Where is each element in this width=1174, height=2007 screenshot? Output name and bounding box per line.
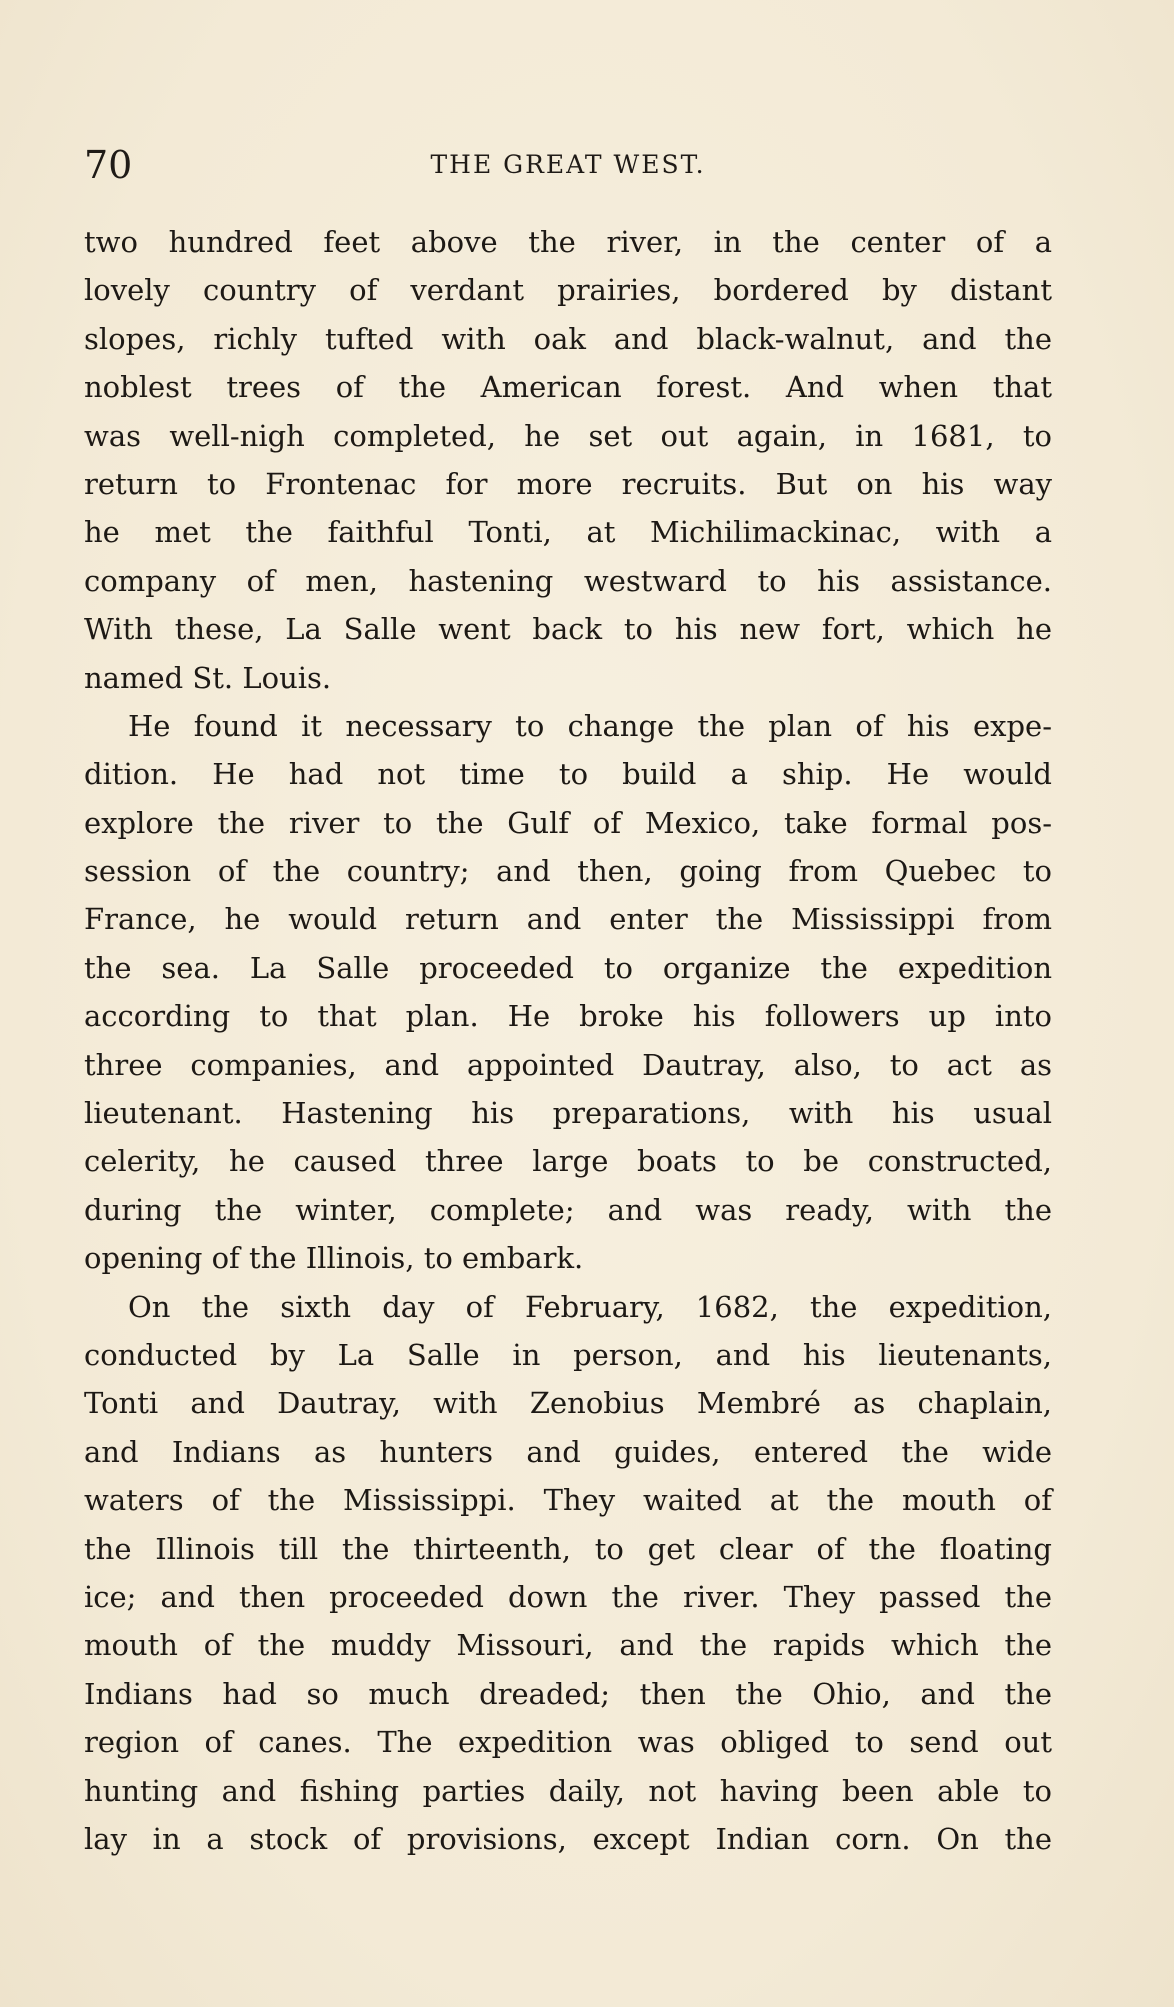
text-line: session of the country; and then, going from Quebec to bbox=[84, 854, 1052, 889]
text-line: region of canes. The expedition was obliged to send out bbox=[84, 1725, 1052, 1760]
page-number: 70 bbox=[84, 143, 133, 187]
text-line: He found it necessary to change the plan of his expe- bbox=[128, 708, 1052, 743]
page-header bbox=[84, 143, 1052, 187]
text-line: noblest trees of the American forest. And when that bbox=[84, 370, 1052, 405]
text-line: was well-nigh completed, he set out again, in 1681, to bbox=[84, 418, 1052, 453]
text-line: during the winter, complete; and was ready, with the bbox=[84, 1192, 1052, 1227]
paragraph bbox=[84, 1283, 1052, 1864]
text-line: the sea. La Salle proceeded to organize the expedition bbox=[84, 950, 1052, 985]
text-line: ice; and then proceeded down the river. They passed the bbox=[84, 1579, 1052, 1614]
text-line: Tonti and Dautray, with Zenobius Membré as chaplain, bbox=[84, 1386, 1052, 1421]
text-line: Indians had so much dreaded; then the Ohio, and the bbox=[84, 1676, 1052, 1711]
text-line: opening of the Illinois, to embark. bbox=[84, 1241, 584, 1276]
text-line: On the sixth day of February, 1682, the expedition, bbox=[128, 1289, 1052, 1324]
text-line: conducted by La Salle in person, and his lieutenants, bbox=[84, 1337, 1052, 1372]
text-line: two hundred feet above the river, in the center of a bbox=[84, 225, 1052, 259]
text-line: according to that plan. He broke his followers up into bbox=[84, 999, 1052, 1034]
text-line: France, he would return and enter the Mississippi from bbox=[84, 902, 1052, 937]
text-line: lay in a stock of provisions, except Indian corn. On the bbox=[84, 1821, 1052, 1856]
text-line: lieutenant. Hastening his preparations, with his usual bbox=[84, 1096, 1052, 1131]
text-line: slopes, richly tufted with oak and black-walnut, and the bbox=[84, 321, 1052, 356]
text-line: named St. Louis. bbox=[84, 660, 332, 695]
paragraph bbox=[84, 702, 1052, 1283]
text-line: celerity, he caused three large boats to be constructed, bbox=[84, 1144, 1052, 1179]
text-line: he met the faithful Tonti, at Michilimackinac, with a bbox=[84, 515, 1052, 550]
running-title: THE GREAT WEST. bbox=[430, 150, 706, 179]
text-line: dition. He had not time to build a ship. He would bbox=[84, 757, 1052, 792]
text-line: the Illinois till the thirteenth, to get clear of the floating bbox=[84, 1531, 1052, 1566]
text-line: three companies, and appointed Dautray, also, to act as bbox=[84, 1047, 1052, 1082]
text-line: waters of the Mississippi. They waited at the mouth of bbox=[84, 1483, 1052, 1518]
paragraph bbox=[84, 218, 1052, 702]
text-line: company of men, hastening westward to his assistance. bbox=[84, 563, 1052, 598]
text-line: hunting and fishing parties daily, not having been able to bbox=[84, 1773, 1052, 1808]
body-text bbox=[84, 218, 1052, 1863]
text-line: lovely country of verdant prairies, bordered by distant bbox=[84, 273, 1052, 308]
text-line: explore the river to the Gulf of Mexico, take formal pos- bbox=[84, 805, 1052, 840]
text-line: return to Frontenac for more recruits. But on his way bbox=[84, 466, 1052, 501]
text-line: With these, La Salle went back to his new fort, which he bbox=[84, 612, 1052, 647]
text-line: mouth of the muddy Missouri, and the rapids which the bbox=[84, 1628, 1052, 1663]
text-line: and Indians as hunters and guides, entered the wide bbox=[84, 1434, 1052, 1469]
